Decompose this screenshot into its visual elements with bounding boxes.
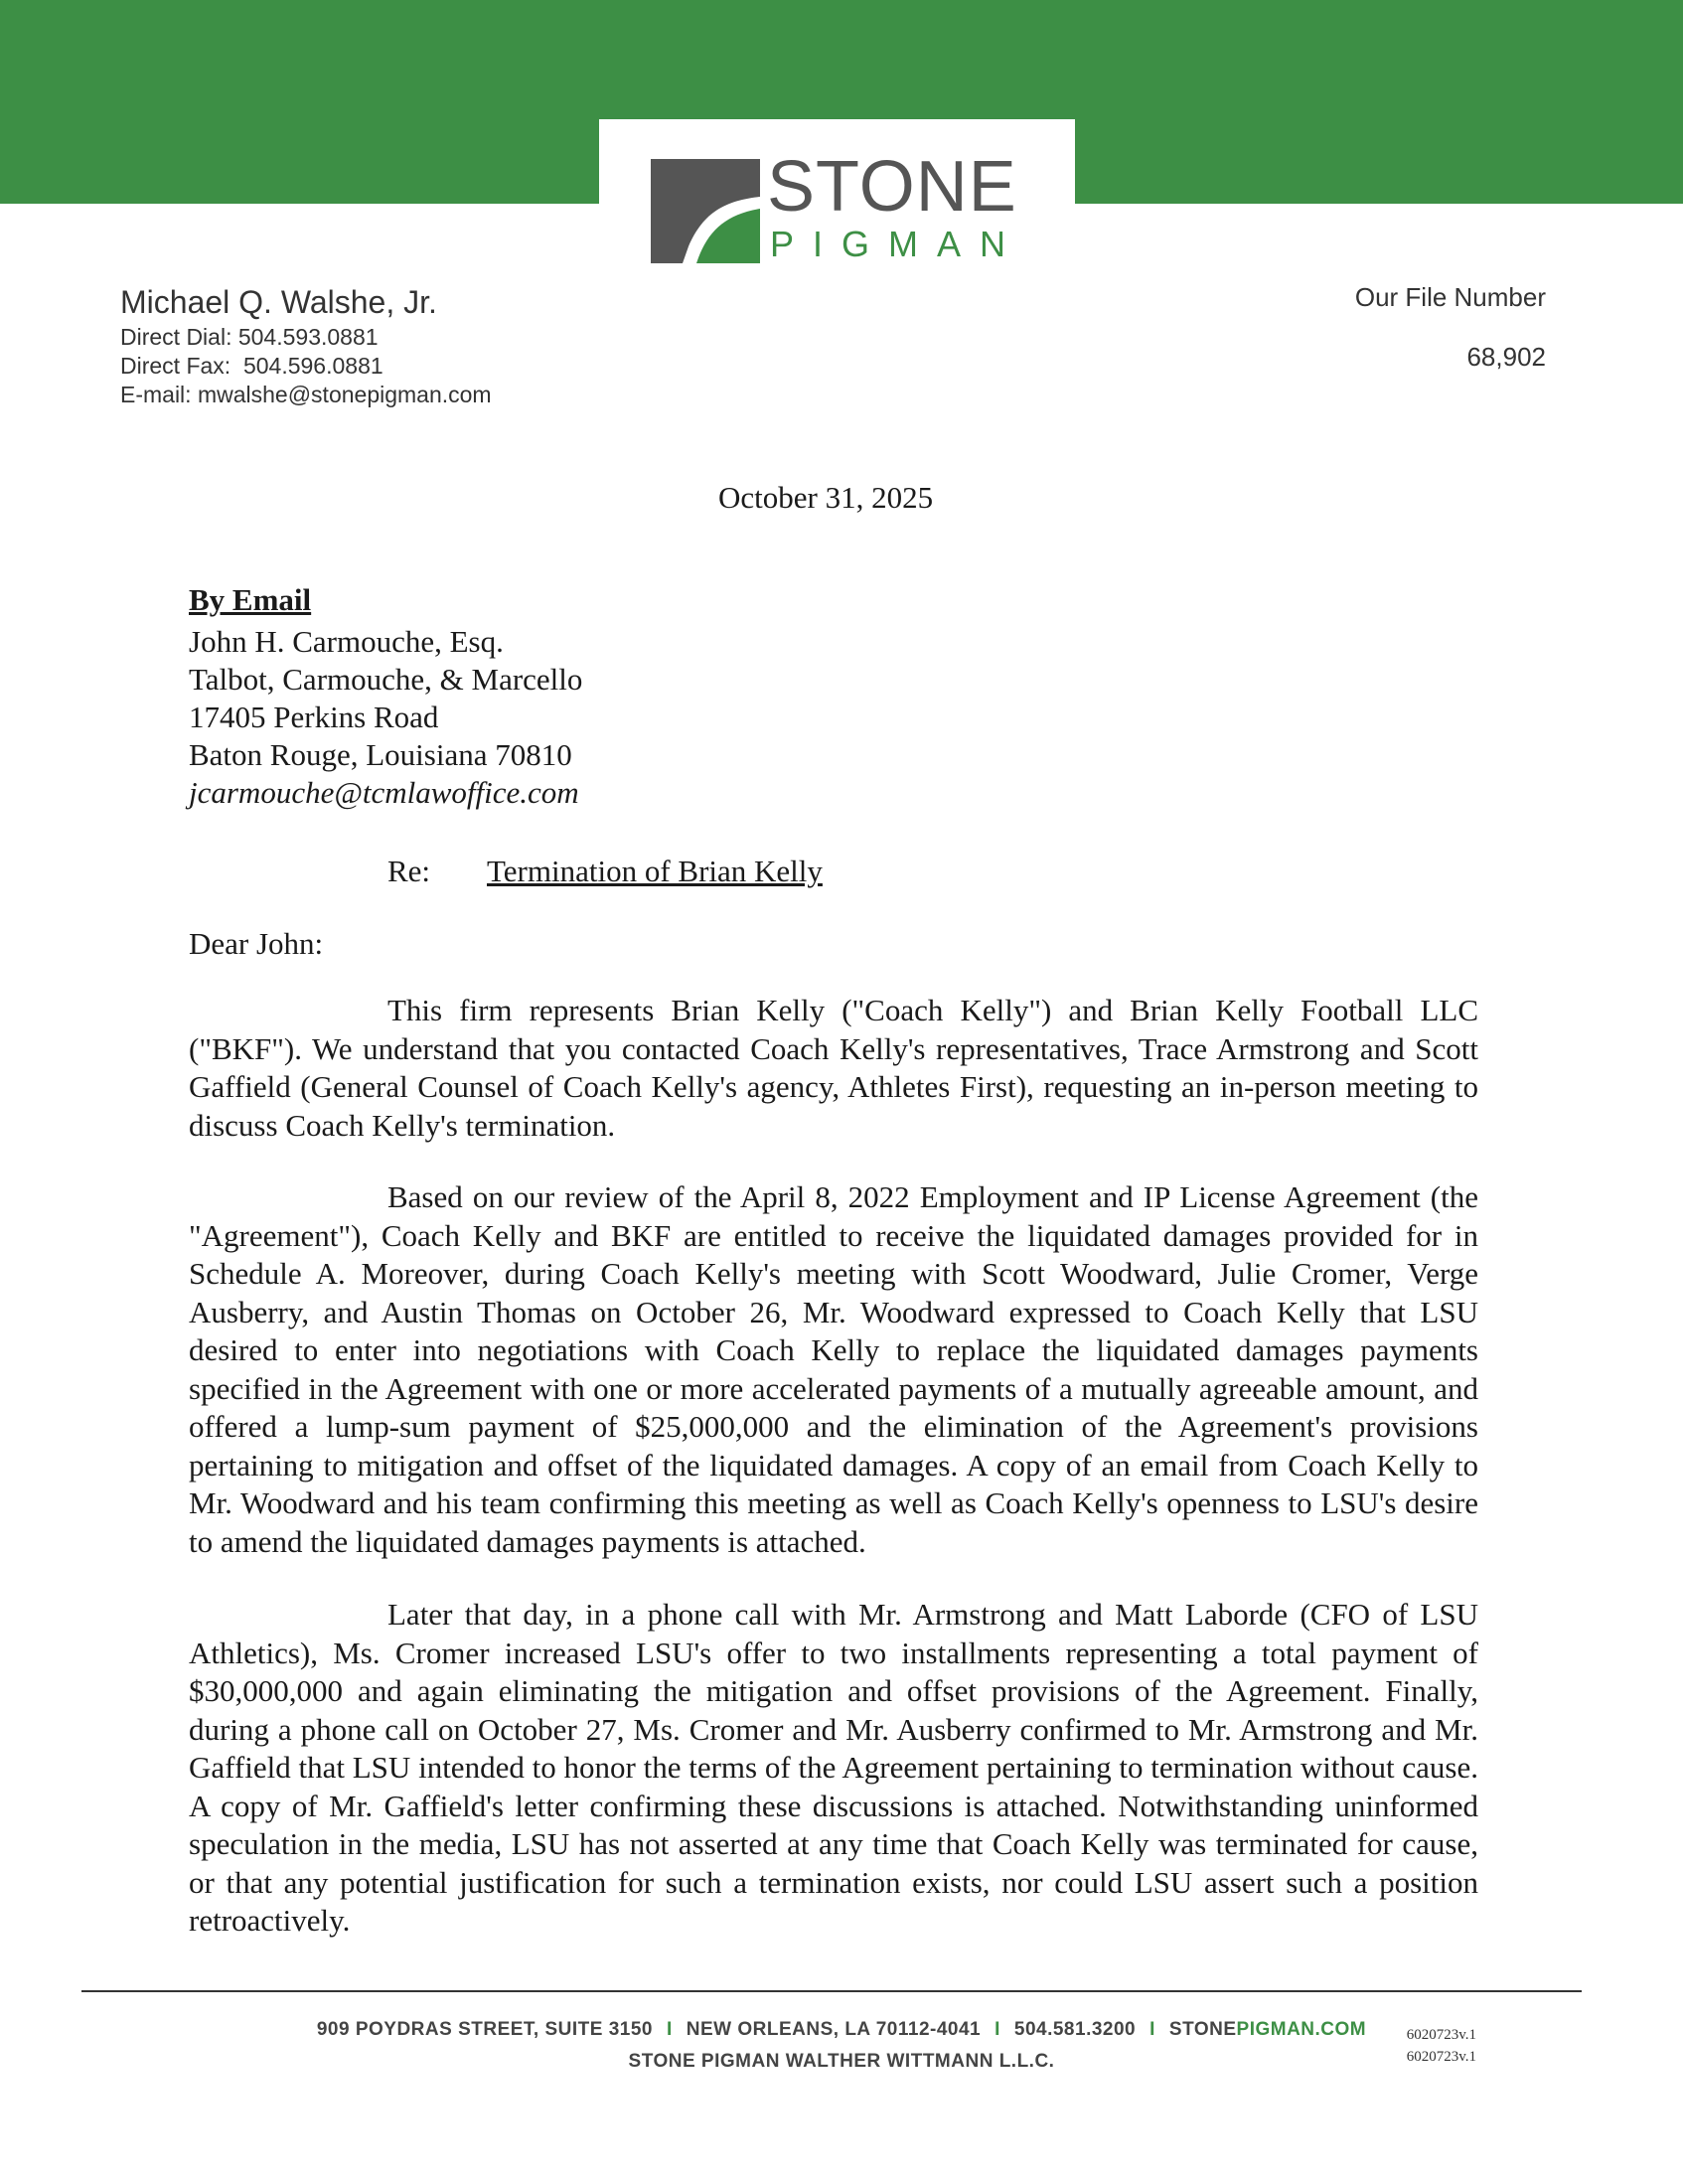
logo-mark-icon — [651, 159, 760, 263]
header-banner-left — [0, 0, 599, 204]
logo-word-stone: STONE — [767, 147, 1017, 227]
letter-date: October 31, 2025 — [718, 480, 934, 515]
salutation: Dear John: — [189, 926, 324, 961]
author-name: Michael Q. Walshe, Jr. — [120, 284, 437, 320]
footer-firm-name: STONE PIGMAN WALTHER WITTMANN L.L.C. — [628, 2051, 1055, 2072]
doc-reference: 6020723v.1 — [1406, 2049, 1476, 2065]
footer-phone: 504.581.3200 — [1013, 2019, 1137, 2040]
footer-divider — [81, 1990, 1582, 1992]
direct-dial: Direct Dial: 504.593.0881 — [120, 324, 379, 350]
recipient-city: Baton Rouge, Louisiana 70810 — [189, 737, 572, 772]
body-paragraph: This firm represents Brian Kelly ("Coach Kelly") and Brian Kelly Football LLC ("BKF"). We understand that you contacted Coach Kelly's representatives, Trace Armstrong and Scott Gaffield (General Counsel of Coach Kelly's agency, Athletes First), requesting an in-person meeting to discuss Coach Kelly's termination. — [189, 993, 1478, 1143]
author-email: E-mail: mwalshe@stonepigman.com — [120, 382, 492, 407]
firm-logo — [651, 149, 1028, 268]
file-number-label: Our File Number — [1354, 282, 1546, 312]
footer-separator: I — [1149, 2019, 1155, 2040]
footer-separator: I — [666, 2019, 673, 2040]
footer-city: NEW ORLEANS, LA 70112-4041 — [686, 2019, 982, 2040]
recipient-firm: Talbot, Carmouche, & Marcello — [189, 662, 583, 697]
footer-separator: I — [994, 2019, 1000, 2040]
footer-site-stone: STONE — [1168, 2019, 1237, 2040]
body-paragraph: Later that day, in a phone call with Mr. Armstrong and Matt Laborde (CFO of LSU Athletics), Ms. Cromer increased LSU's offer to two installments representing a total payment of $30,000,000 and again eliminating the mitigation and offset provisions of the Agreement. Finally, during a phone call on October 27, Ms. Cromer and Mr. Ausberry confirmed to Mr. Armstrong and Mr. Gaffield that LSU intended to honor the terms of the Agreement pertaining to termination without cause. A copy of Mr. Gaffield's letter confirming these discussions is attached. Notwithstanding uninformed speculation in the media, LSU has not asserted at any time that Coach Kelly was terminated for cause, or that any potential justification for such a termination exists, nor could LSU assert such a position retroactively. — [189, 1597, 1478, 1938]
header-banner-right — [1075, 0, 1683, 204]
footer-street: 909 POYDRAS STREET, SUITE 3150 — [316, 2019, 653, 2040]
re-label: Re: — [387, 854, 431, 888]
recipient-name: John H. Carmouche, Esq. — [189, 624, 504, 659]
header-banner-top — [599, 0, 1075, 119]
doc-reference: 6020723v.1 — [1406, 2027, 1476, 2043]
recipient-email: jcarmouche@tcmlawoffice.com — [189, 775, 579, 810]
recipient-street: 17405 Perkins Road — [189, 700, 439, 734]
file-number: 68,902 — [1466, 342, 1546, 372]
logo-word-pigman: PIGMAN — [770, 224, 1025, 264]
body-paragraph: Based on our review of the April 8, 2022 Employment and IP License Agreement (the "Agreement"), Coach Kelly and BKF are entitled to receive the liquidated damages provided for in Schedule A. Moreover, during Coach Kelly's meeting with Scott Woodward, Julie Cromer, Verge Ausberry, and Austin Thomas on October 26, Mr. Woodward expressed to Coach Kelly that LSU desired to enter into negotiations with Coach Kelly to replace the liquidated damages payments specified in the Agreement with one or more accelerated payments of a mutually agreeable amount, and offered a lump-sum payment of $25,000,000 and the elimination of the Agreement's provisions pertaining to mitigation and offset of the liquidated damages. A copy of an email from Coach Kelly to Mr. Woodward and his team confirming this meeting as well as Coach Kelly's openness to LSU's desire to amend the liquidated damages payments is attached. — [189, 1179, 1478, 1559]
direct-fax: Direct Fax: 504.596.0881 — [120, 353, 383, 379]
re-subject: Termination of Brian Kelly — [487, 854, 823, 888]
delivery-method: By Email — [189, 582, 312, 617]
footer-site-pigman: PIGMAN.COM — [1236, 2019, 1367, 2040]
